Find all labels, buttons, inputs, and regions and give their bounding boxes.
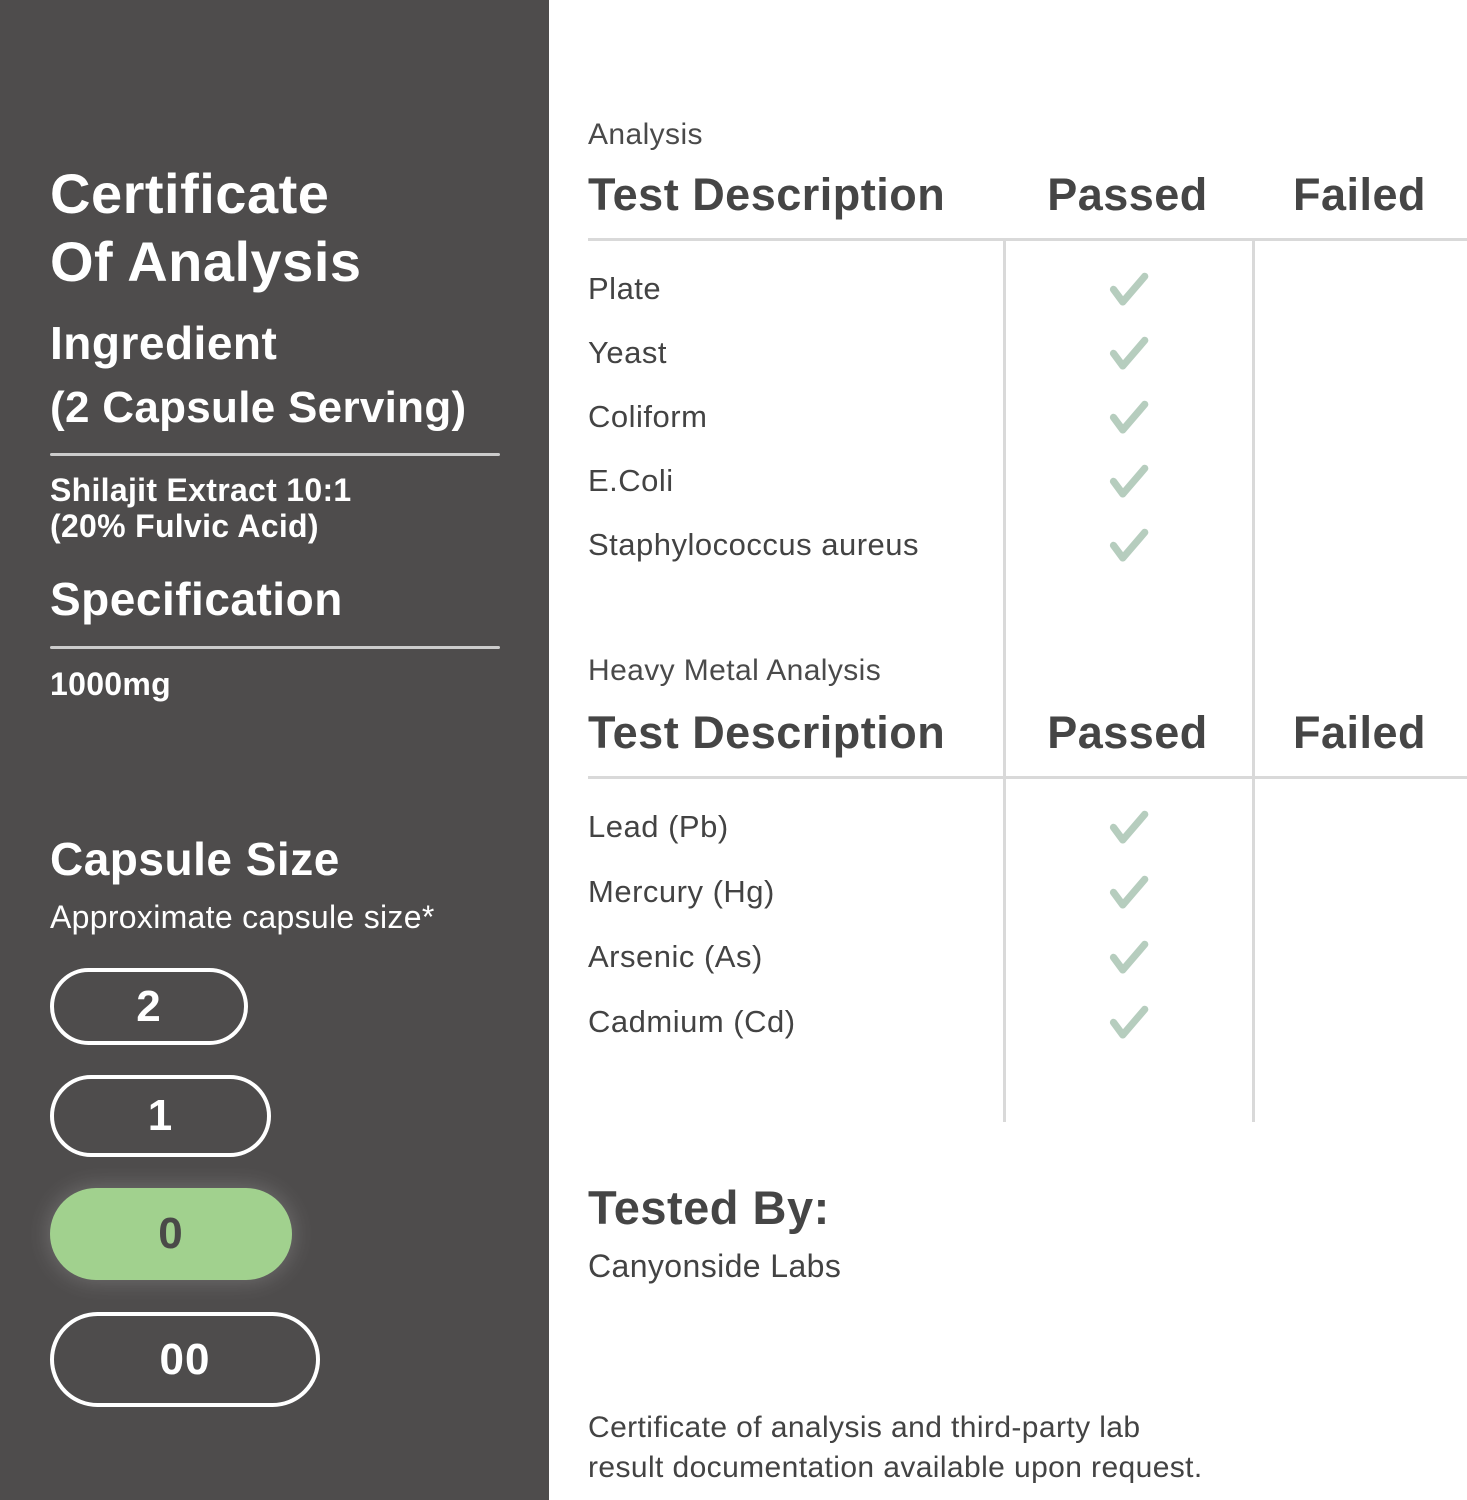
page-title: [50, 160, 362, 296]
heavy-metal-table: [588, 794, 1467, 1054]
table-row: [588, 924, 1467, 989]
page-title-line1: Certificate: [50, 161, 330, 225]
table-row: [588, 989, 1467, 1054]
table-row: [588, 321, 1467, 385]
footer-note-line1: Certificate of analysis and third-party lab: [588, 1411, 1141, 1444]
table-row: [588, 257, 1467, 321]
passed-cell: [1003, 522, 1252, 568]
table-row: [588, 859, 1467, 924]
row-label: Staphylococcus aureus: [588, 527, 920, 562]
capsule-size-note: Approximate capsule size*: [50, 899, 435, 935]
ingredient-value: [50, 472, 352, 544]
header-divider: [588, 776, 1467, 779]
tested-by-heading: Tested By:: [588, 1181, 830, 1234]
specification-value: 1000mg: [50, 666, 171, 702]
ingredient-value-line2: (20% Fulvic Acid): [50, 508, 319, 544]
analysis-section-label: Analysis: [588, 118, 703, 151]
footer-note: [588, 1408, 1203, 1488]
table-row: [588, 449, 1467, 513]
column-header-failed: Failed: [1292, 707, 1427, 758]
column-header-passed: Passed: [1047, 707, 1208, 758]
passed-cell: [1003, 458, 1252, 504]
row-label: E.Coli: [588, 463, 674, 498]
header-divider: [588, 238, 1467, 241]
table-header: [588, 700, 1467, 766]
check-icon: [1102, 328, 1153, 379]
capsule-size-heading: Capsule Size: [50, 833, 340, 885]
row-label: Plate: [588, 271, 662, 306]
footer-note-line2: result documentation available upon request.: [588, 1451, 1203, 1484]
row-label: Arsenic (As): [588, 938, 763, 974]
passed-cell: [1003, 330, 1252, 376]
column-header-test-description: Test Description: [588, 169, 946, 220]
passed-cell: [1003, 394, 1252, 440]
check-icon: [1102, 392, 1153, 443]
capsule-size-option-1: 1: [50, 1075, 271, 1157]
specification-heading: Specification: [50, 573, 343, 625]
passed-cell: [1003, 934, 1252, 980]
row-label: Lead (Pb): [588, 808, 729, 844]
serving-size-subheading: (2 Capsule Serving): [50, 383, 467, 432]
ingredient-heading: Ingredient: [50, 317, 278, 369]
row-label: Yeast: [588, 335, 667, 370]
capsule-size-option-0-selected: 0: [50, 1188, 292, 1280]
check-icon: [1102, 931, 1153, 982]
page-title-line2: Of Analysis: [50, 229, 362, 293]
passed-cell: [1003, 869, 1252, 915]
column-header-passed: Passed: [1047, 169, 1208, 220]
passed-cell: [1003, 804, 1252, 850]
passed-cell: [1003, 999, 1252, 1045]
row-label: Coliform: [588, 399, 708, 434]
ingredient-value-line1: Shilajit Extract 10:1: [50, 472, 352, 508]
row-label: Cadmium (Cd): [588, 1003, 796, 1039]
check-icon: [1102, 866, 1153, 917]
heavy-metal-section-label: Heavy Metal Analysis: [588, 654, 882, 687]
column-header-test-description: Test Description: [588, 707, 946, 758]
passed-cell: [1003, 266, 1252, 312]
check-icon: [1102, 801, 1153, 852]
table-row: [588, 513, 1467, 577]
table-row: [588, 794, 1467, 859]
column-header-failed: Failed: [1292, 169, 1427, 220]
row-label: Mercury (Hg): [588, 873, 775, 909]
ingredient-divider: [50, 453, 500, 456]
analysis-panel: [549, 0, 1467, 1500]
analysis-table: [588, 257, 1467, 577]
check-icon: [1102, 456, 1153, 507]
check-icon: [1102, 520, 1153, 571]
table-row: [588, 385, 1467, 449]
left-panel: [0, 0, 549, 1500]
capsule-size-option-00: 00: [50, 1312, 320, 1407]
specification-divider: [50, 646, 500, 649]
tested-by-value: Canyonside Labs: [588, 1248, 842, 1284]
capsule-size-option-2: 2: [50, 968, 248, 1045]
check-icon: [1102, 996, 1153, 1047]
table-header: [588, 162, 1467, 228]
check-icon: [1102, 264, 1153, 315]
